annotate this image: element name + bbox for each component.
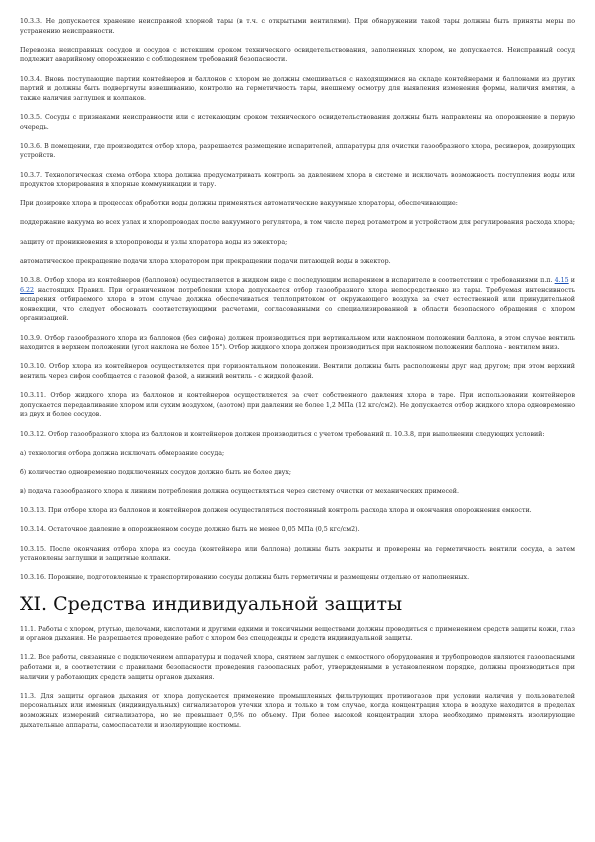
- paragraph-vacuum-item-c: автоматическое прекращение подачи хлора хлоратором при прекращении подачи питающей воды в эжектор.: [20, 257, 391, 265]
- paragraph-10-3-8-and: и: [568, 277, 576, 285]
- paragraph-10-3-8: [20, 276, 575, 324]
- paragraph-10-3-7: 10.3.7. Технологическая схема отбора хлора должна предусматривать контроль за давлением хлора в системе и исключать возможность поступления воды или продуктов хлорирования в хлорные коммуникации и тару.: [20, 171, 575, 189]
- paragraph-10-3-5: 10.3.5. Сосуды с признаками неисправности или с истекающим сроком технического освидетельствования должны быть направлены на опорожнение в первую очередь.: [20, 113, 575, 131]
- paragraph-10-3-14: 10.3.14. Остаточное давление в опорожненном сосуде должно быть не менее 0,05 МПа (0,5 кгс/см2).: [20, 526, 360, 534]
- paragraph-11-1: 11.1. Работы с хлором, ртутью, щелочами, кислотами и другими едкими и токсичными веществами должны проводиться с применением средств защиты кожи, глаз и органов дыхания. Не разрешается проведение работ с хлором без спецодежды и средств индивидуальной защиты.: [20, 625, 575, 643]
- paragraph-10-3-4: 10.3.4. Вновь поступающие партии контейнеров и баллонов с хлором не должны смешиваться с находящимися на складе контейнерами и баллонами из других партий и должны быть подвергнуты взвешиванию, контролю на герметичность тары, внешнему осмотру для выявления изменения формы, наличия вмятин, а также наличия заглушек и колпаков.: [20, 75, 575, 102]
- link-clause-4-15[interactable]: 4.15: [554, 277, 569, 285]
- paragraph-10-3-3: 10.3.3. Не допускается хранение неисправной хлорной тары (в т.ч. с открытыми вентилями). При обнаружении такой тары должны быть приняты меры по устранению неисправности.: [20, 18, 575, 35]
- link-clause-6-22[interactable]: 6.22: [20, 286, 35, 294]
- paragraph-10-3-10: 10.3.10. Отбор хлора из контейнеров осуществляется при горизонтальном положении. Вентили должны быть расположены друг над другом; при этом верхний вентиль через сифон сообщается с газовой фазой, а нижний вентиль - с жидкой фазой.: [20, 363, 575, 380]
- paragraph-10-3-12-c: в) подача газообразного хлора к линиям потребления должна осуществляться через систему очистки от механических примесей.: [20, 488, 459, 496]
- paragraph-10-3-9: 10.3.9. Отбор газообразного хлора из баллонов (без сифона) должен производиться при вертикальном или наклонном положении баллона, в этом случае вентиль находится в верхнем положении (угол наклона не более 15°). Отбор жидкого хлора должен производиться при наклонном положении баллона - вентилем вниз.: [20, 334, 575, 352]
- paragraph-vacuum-item-a: поддержание вакуума во всех узлах и хлоропроводах после вакуумного регулятора, в том числе перед ротаметром и устройством для регулирования расхода хлора;: [20, 219, 575, 227]
- paragraph-10-3-12-b: б) количество одновременно подключенных сосудов должно быть не более двух;: [20, 468, 292, 476]
- paragraph-vacuum-item-b: защиту от проникновения в хлоропроводы и узлы хлоратора воды из эжектора;: [20, 238, 288, 246]
- paragraph-10-3-6: 10.3.6. В помещении, где производится отбор хлора, разрешается размещение испарителей, аппаратуры для очистки газообразного хлора, ресиверов, дозирующих устройств.: [20, 142, 575, 160]
- paragraph-10-3-16: 10.3.16. Порожние, подготовленные к транспортированию сосуды должны быть герметичны и размещены отдельно от наполненных.: [20, 574, 470, 582]
- paragraph-10-3-12-a: а) технология отбора должна исключать обмерзание сосуда;: [20, 449, 225, 457]
- paragraph-11-2: 11.2. Все работы, связанные с подключением аппаратуры и подачей хлора, снятием заглушек с емкостного оборудования и трубопроводов являются газоопасными работами и, в соответствии с правилами безопасности проведения газоопасных работ, утвержденными в установленном порядке, должны производиться при наличии у работающих средств защиты органов дыхания.: [20, 654, 575, 681]
- paragraph-10-3-15: 10.3.15. После окончания отбора хлора из сосуда (контейнера или баллона) должны быть закрыты и проверены на герметичность вентили сосуда, а затем установлены заглушки и защитные колпаки.: [20, 545, 575, 563]
- paragraph-10-3-12: 10.3.12. Отбор газообразного хлора из баллонов и контейнеров должен производиться с учетом требований п. 10.3.8, при выполнении следующих условий:: [20, 430, 545, 438]
- paragraph-10-3-8-start: 10.3.8. Отбор хлора из контейнеров (баллонов) осуществляется в жидком виде с последующим испарением в испарителе в соответствии с требованиями п.п.: [20, 277, 555, 285]
- paragraph-10-3-8-end: настоящих Правил. При ограниченном потреблении хлора допускается отбор газообразного хлора непосредственно из тары. Требуемая интенсивность испарения отбираемого хлора в этом случае должна обеспечиваться теплопритоком от окружающего воздуха за счет естественной или принудительной конвекции, что следует обосновать соответствующими расчетами, согласованными со специализированной в области безопасного обращения с хлором организацией.: [20, 286, 575, 323]
- paragraph-transfer: Перевозка неисправных сосудов и сосудов с истекшим сроком технического освидетельствования, заполненных хлором, не допускается. Неисправный сосуд подлежит аварийному опорожнению с соблюдением требований безопасности.: [20, 46, 575, 64]
- paragraph-10-3-13: 10.3.13. При отборе хлора из баллонов и контейнеров должен осуществляться постоянный контроль расхода хлора и окончания опорожнения емкости.: [20, 507, 532, 515]
- paragraph-11-3: 11.3. Для защиты органов дыхания от хлора допускается применение промышленных фильтрующих противогазов при условии наличия у пользователей персональных или именных (индивидуальных) сигнализаторов утечки хлора и только в том случае, когда концентрация хлора в воздухе находится в пределах возможных измерений сигнализатора, но не превышает 0,5% по объему. При более высокой концентрации хлора необходимо применять изолирующие дыхательные аппараты, самоспасатели и изолирующие костюмы.: [20, 692, 575, 729]
- paragraph-10-3-11: 10.3.11. Отбор жидкого хлора из баллонов и контейнеров осуществляется за счет собственного давления хлора в таре. При использовании контейнеров допускается передавливание хлором или сухим воздухом, (азотом) при давлении не более 1,2 МПа (12 кгс/см2). Не допускается отбор жидкого хлора одновременно из двух и более сосудов.: [20, 392, 575, 419]
- paragraph-vacuum-intro: При дозировке хлора в процессах обработки воды должны применяться автоматические вакуумные хлораторы, обеспечивающие:: [20, 200, 458, 208]
- section-heading: XI. Средства индивидуальной защиты: [20, 592, 403, 615]
